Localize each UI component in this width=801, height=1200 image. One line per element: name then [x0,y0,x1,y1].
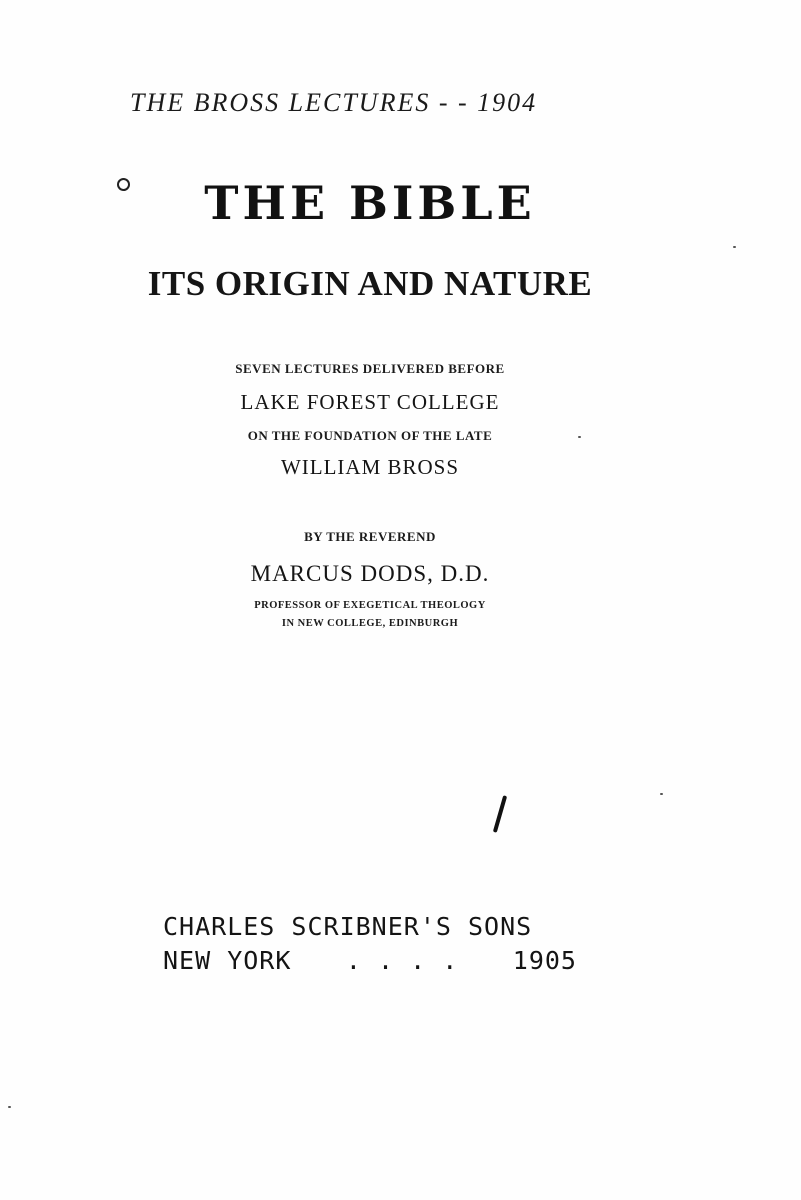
paper-speck [8,1106,11,1108]
pencil-stroke-mark [493,795,507,833]
series-year: 1904 [477,88,538,117]
publisher-name: CHARLES SCRIBNER'S SONS [163,912,533,941]
book-title: THE BIBLE [204,176,536,230]
publication-city: NEW YORK [163,946,292,975]
imprint-dots: . . . . [345,946,459,975]
series-title: THE BROSS LECTURES [130,88,431,117]
publication-year: 1905 [512,946,577,975]
foundation-line: ON THE FOUNDATION OF THE LATE [247,428,493,443]
author-name: MARCUS DODS, D.D. [250,561,490,586]
author-title-line-2: IN NEW COLLEGE, EDINBURGH [281,618,459,629]
book-subtitle: ITS ORIGIN AND NATURE [147,264,593,303]
by-line: BY THE REVEREND [304,529,436,544]
series-separator: - - [430,88,478,117]
paper-speck [578,436,581,438]
author-title-line-1: PROFESSOR OF EXEGETICAL THEOLOGY [254,600,486,611]
paper-speck [660,793,663,795]
series-heading [130,88,537,118]
paper-speck [733,246,736,248]
imprint-line [163,946,577,975]
lectures-line: SEVEN LECTURES DELIVERED BEFORE [235,361,505,376]
institution-name: LAKE FOREST COLLEGE [240,390,500,414]
founder-name: WILLIAM BROSS [280,455,460,479]
